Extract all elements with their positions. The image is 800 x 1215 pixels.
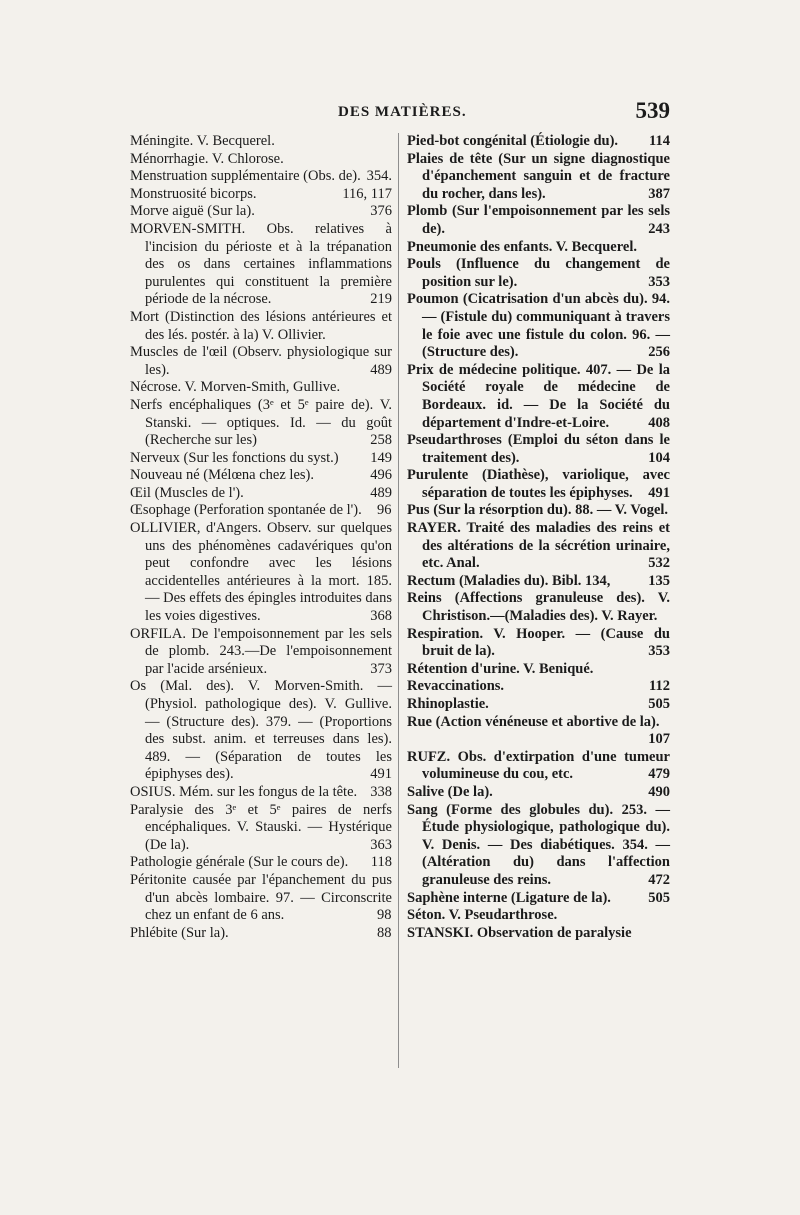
index-entry-pages: 353 [648,273,670,290]
index-entry-pages: 532 [648,555,670,572]
index-entry [407,520,670,573]
index-entry [407,678,670,696]
index-entry-text: Menstruation supplémentaire (Obs. de). [130,168,361,185]
index-entry-pages: 88 [377,924,392,941]
index-entry-text: Rue (Action vénéneuse et abortive de la). [407,713,660,730]
index-entry-text: Œil (Muscles de l'). [130,484,244,501]
index-entry-text: Ménorrhagie. V. Chlorose. [130,150,284,167]
index-entry-pages: 490 [648,783,670,800]
index-entry-text: Monstruosité bicorps. [130,185,257,202]
index-entry-text: Saphène interne (Ligature de la). [407,889,611,906]
index-entry [130,678,392,784]
index-entry-text: Méningite. V. Becquerel. [130,133,275,149]
index-entry [407,502,670,520]
index-entry [407,784,670,802]
index-entry-pages: 491 [648,484,670,501]
index-entry-text: RUFZ. Obs. d'extirpation d'une tumeur volumineuse du cou, etc. [407,748,670,783]
index-entry [407,696,670,714]
index-entry [407,590,670,625]
index-entry [407,432,670,467]
index-entry [407,714,670,749]
index-entry-pages: 373 [370,660,392,677]
index-entry [130,626,392,679]
index-entry-text: Os (Mal. des). V. Morven-Smith. — (Physiol. pathologique des). V. Gullive. — (Structure des). 379. — (Proportions des subst. anim. et terreuses dans les). 489. — (Séparation de toutes les épiphyses des). [130,678,392,783]
index-entry-text: Plaies de tête (Sur un signe diagnostique d'épanchement sanguin et de fracture du rocher, dans les). [407,150,670,202]
index-entry-pages: 387 [648,185,670,202]
index-entry-text: Phlébite (Sur la). [130,924,229,941]
index-entry [130,133,392,151]
index-entry [407,239,670,257]
index-entry [130,872,392,925]
index-entry [407,661,670,679]
running-head: DES MATIÈRES. [338,104,467,120]
index-entry-pages: 368 [370,608,392,625]
index-entry-text: Salive (De la). [407,783,493,800]
index-entry-pages: 505 [648,696,670,712]
index-entry-text: Pied-bot congénital (Étiologie du). [407,133,619,149]
index-entry-text: Paralysie des 3ᵉ et 5ᵉ paires de nerfs encéphaliques. V. Stauski. — Hystérique (De la). [130,801,392,853]
index-entry [130,467,392,485]
index-entry-pages: 505 [648,889,670,906]
index-entry-pages: 96 [377,502,392,519]
index-entry-pages: 354. [366,168,392,185]
index-entry [130,520,392,626]
index-entry-text: Rectum (Maladies du). Bibl. 134, [407,572,611,589]
index-entry-text: OSIUS. Mém. sur les fongus de la tête. [130,783,358,800]
index-entry [407,151,670,204]
index-entry [130,186,392,204]
page-number: 539 [635,98,670,123]
index-entry-text: Pseudarthroses (Emploi du séton dans le traitement des). [407,432,670,466]
index-entry-text: Reins (Affections granuleuse des). V. Christison.—(Maladies des). V. Rayer. [407,590,670,625]
index-entry-text: Revaccinations. [407,678,505,695]
index-entry-pages: 104 [648,449,670,466]
index-entry-pages: 363 [370,836,392,853]
index-entry-pages: 107 [648,731,670,748]
index-entry-pages: 98 [377,907,392,924]
index-entry [130,151,392,169]
index-entry-text: OLLIVIER, d'Angers. Observ. sur quelques uns des phénomènes cadavériques qu'on peut confondre avec les lésions accidentelles antérieures à la mort. 185. — Des effets des épingles introduites dans les voies digestives. [130,520,392,625]
index-entry-pages: 472 [648,871,670,888]
index-entry-pages: 353 [648,643,670,660]
index-entry-pages: 116, 117 [342,185,392,202]
index-entry-pages: 258 [370,432,392,449]
index-entry-text: Nécrose. V. Morven-Smith, Gullive. [130,379,341,396]
index-entry [130,379,392,397]
index-entry-text: Morve aiguë (Sur la). [130,203,255,220]
index-entry [407,203,670,238]
index-entry-text: Séton. V. Pseudarthrose. [407,907,558,924]
index-entry-text: Pouls (Influence du changement de position sur le). [407,256,670,290]
index-column-right [407,133,670,942]
index-entry [130,784,392,802]
index-entry [130,203,392,221]
index-entry-pages: 338 [370,783,392,800]
index-entry-text: Pus (Sur la résorption du). 88. — V. Vogel. [407,502,669,519]
index-entry [407,907,670,925]
index-entry [407,291,670,361]
index-entry [407,925,670,943]
index-entry-pages: 219 [370,291,392,308]
index-entry-pages: 135 [648,572,670,589]
index-entry-text: Nerfs encéphaliques (3ᵉ et 5ᵉ paire de). V. Stanski. — optiques. Id. — du goût (Recherche sur les) [130,396,392,449]
index-entry [130,309,392,344]
index-column-left [130,133,392,942]
index-entry [407,362,670,432]
index-entry-pages: 112 [649,678,670,695]
index-entry [130,854,392,872]
index-entry-text: Œsophage (Perforation spontanée de l'). [130,502,362,519]
index-entry-pages: 149 [370,449,392,466]
index-entry [130,221,392,309]
index-entry-text: STANSKI. Observation de paralysie [407,924,632,941]
index-entry [130,397,392,450]
index-entry-text: Péritonite causée par l'épanchement du pus d'un abcès lombaire. 97. — Circonscrite chez un enfant de 6 ans. [130,871,392,924]
index-entry [407,133,670,151]
index-entry-pages: 479 [648,766,670,783]
index-entry-text: Poumon (Cicatrisation d'un abcès du). 94. — (Fistule du) communiquant à travers le foie avec une fistule du colon. 96. — (Structure des). [407,291,670,361]
index-entry [407,573,670,591]
index-entry-text: Nouveau né (Mélœna chez les). [130,467,314,484]
index-entry-pages: 491 [370,766,392,783]
index-entry-pages: 114 [649,133,670,149]
index-entry [130,485,392,503]
index-entry-pages: 408 [648,414,670,431]
index-entry-text: Pathologie générale (Sur le cours de). [130,854,349,871]
index-entry [407,626,670,661]
index-entry-pages: 489 [370,484,392,501]
index-entry [407,256,670,291]
page-header [130,100,670,130]
index-entry [407,749,670,784]
index-entry-pages: 118 [370,854,392,871]
index-entry-text: Purulente (Diathèse), variolique, avec séparation de toutes les épiphyses. [407,467,670,501]
index-entry-pages: 256 [648,344,670,361]
index-entry-text: Plomb (Sur l'empoisonnement par les sels de). [407,203,670,237]
index-entry-pages: 243 [648,220,670,237]
index-entry [130,344,392,379]
index-entry [130,168,392,186]
index-entry [407,890,670,908]
index-entry [407,467,670,502]
index-entry-text: ORFILA. De l'empoisonnement par les sels de plomb. 243.—De l'empoisonnement par l'acide arsénieux. [130,625,392,677]
index-entry-text: Rétention d'urine. V. Beniqué. [407,660,594,677]
index-entry-text: Prix de médecine politique. 407. — De la Société royale de médecine de Bordeaux. id. — De la Société du département d'Indre-et-Loire. [407,361,670,431]
index-entry-text: Respiration. V. Hooper. — (Cause du bruit de la). [407,625,670,660]
index-entry-text: Rhinoplastie. [407,696,489,712]
index-entry [130,502,392,520]
index-entry-text: Mort (Distinction des lésions antérieures et des lés. postér. à la) V. Ollivier. [130,308,392,343]
index-entry-text: MORVEN-SMITH. Obs. relatives à l'incision du périoste et à la trépanation des os dans certaines inflammations purulentes qui constituent la première période de la nécrose. [130,220,392,308]
index-entry [130,925,392,943]
index-entry-text: RAYER. Traité des maladies des reins et des altérations de la sécrétion urinaire, etc. Anal. [407,520,670,572]
index-entry-text: Nerveux (Sur les fonctions du syst.) [130,449,339,466]
index-entry-pages: 496 [370,467,392,484]
index-entry [130,450,392,468]
index-entry-pages: 376 [370,203,392,220]
column-divider [398,133,399,1068]
index-entry-pages: 489 [370,361,392,378]
index-entry-text: Muscles de l'œil (Observ. physiologique sur les). [130,344,392,378]
index-entry [407,802,670,890]
index-entry-text: Sang (Forme des globules du). 253. — Étude physiologique, pathologique du). V. Denis. — Des diabétiques. 354. — (Altération du) dans l'affection granuleuse des reins. [407,801,670,888]
index-entry-text: Pneumonie des enfants. V. Becquerel. [407,238,637,255]
index-entry [130,802,392,855]
